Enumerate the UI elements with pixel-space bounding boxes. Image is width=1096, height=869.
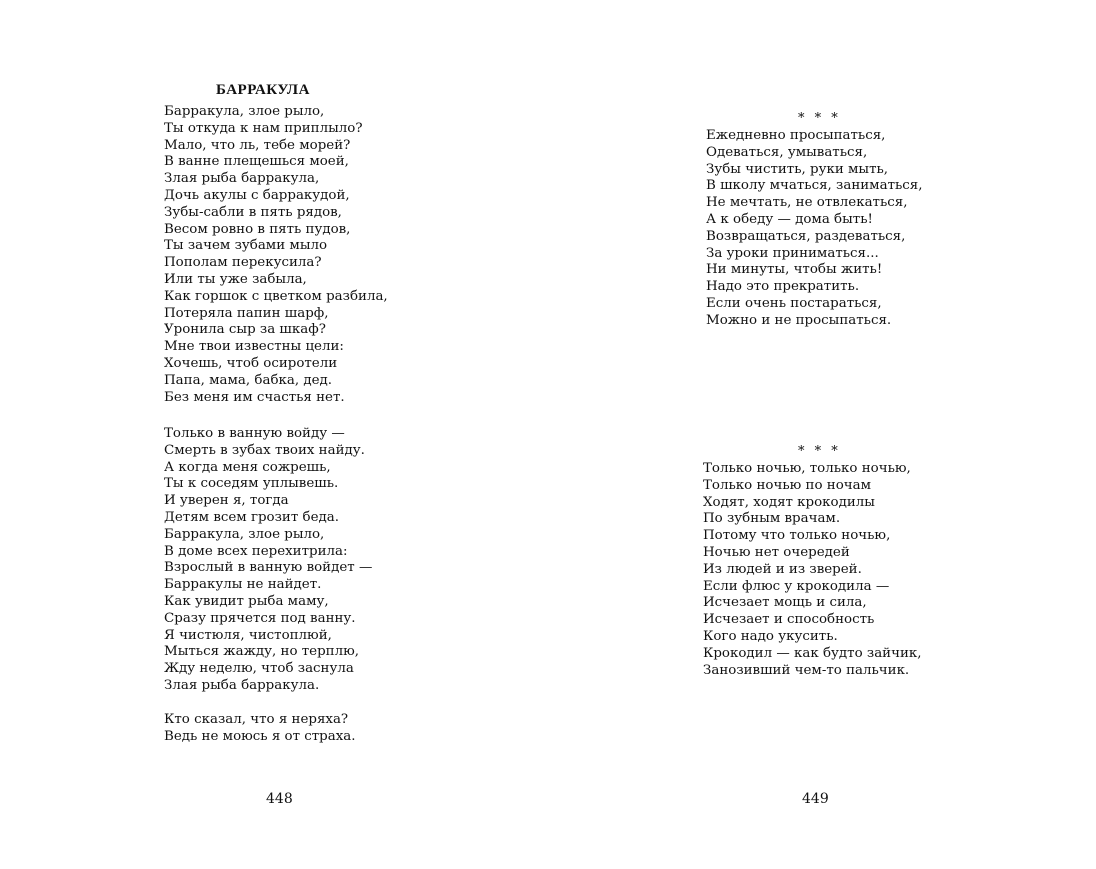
verse-line: Ходят, ходят крокодилы [703, 494, 875, 510]
page-number-right: 449 [802, 791, 829, 807]
verse-line: Надо это прекратить. [706, 279, 860, 295]
verse-line: Кто сказал, что я неряха? [164, 712, 349, 727]
verse-line: Весом ровно в пять пудов, [164, 221, 351, 237]
verse-line: Зубы чистить, руки мыть, [706, 161, 889, 177]
verse-line: Зубы-сабли в пять рядов, [164, 204, 342, 220]
verse-line: Как увидит рыба маму, [164, 593, 329, 609]
verse-line: В доме всех перехитрила: [164, 543, 348, 559]
verse-line: Только ночью, только ночью, [703, 461, 911, 476]
verse-line: Хочешь, чтоб осиротели [164, 355, 338, 371]
verse-line: Пополам перекусила? [164, 255, 322, 271]
poem-1-lines [706, 128, 922, 330]
verse-line: Жду неделю, чтоб заснула [164, 661, 354, 677]
verse-line: Если очень постараться, [706, 295, 882, 311]
verse-line: Дочь акулы с барракудой, [164, 187, 350, 203]
section-separator: * * * [798, 111, 841, 126]
verse-line: Папа, мама, бабка, дед. [164, 372, 333, 388]
poem-title: БАРРАКУЛА [216, 82, 310, 98]
verse-line: Из людей и из зверей. [703, 561, 862, 577]
verse-line: Если флюс у крокодила — [703, 578, 890, 594]
verse-line: Только в ванную войду — [164, 426, 345, 441]
page-number-left: 448 [266, 791, 293, 807]
verse-line: Одеваться, умываться, [706, 144, 868, 160]
verse-line: Ежедневно просыпаться, [706, 128, 886, 143]
verse-line: А когда меня сожрешь, [164, 459, 331, 475]
verse-line: Исчезает мощь и сила, [703, 595, 867, 611]
verse-line: Потому что только ночью, [703, 528, 891, 544]
verse-line: Мне твои известны цели: [164, 339, 344, 355]
stanza-2 [164, 426, 372, 695]
verse-line: В школу мчаться, заниматься, [706, 178, 923, 194]
verse-line: В ванне плещешься моей, [164, 154, 349, 170]
verse-line: Потеряла папин шарф, [164, 305, 329, 321]
verse-line: Возвращаться, раздеваться, [706, 228, 906, 244]
verse-line: Ты зачем зубами мыло [164, 238, 328, 254]
verse-line: Смерть в зубах твоих найду. [164, 442, 365, 458]
verse-line: Ты откуда к нам приплыло? [164, 120, 363, 136]
verse-line: Исчезает и способность [703, 612, 875, 628]
verse-line: Как горшок с цветком разбила, [164, 288, 388, 304]
verse-line: Только ночью по ночам [703, 477, 872, 493]
verse-line: Барракула, злое рыло, [164, 526, 325, 542]
verse-line: За уроки приниматься... [706, 245, 879, 261]
verse-line: Барракула, злое рыло, [164, 104, 325, 119]
verse-line: По зубным врачам. [703, 511, 841, 527]
verse-line: Можно и не просыпаться. [706, 312, 892, 328]
poem-2-lines [703, 461, 922, 679]
verse-line: Детям всем грозит беда. [164, 509, 339, 525]
verse-line: Я чистюля, чистоплюй, [164, 627, 332, 643]
verse-line: Уронила сыр за шкаф? [164, 322, 326, 338]
verse-line: А к обеду — дома быть! [706, 211, 873, 227]
stanza-3 [164, 712, 356, 746]
stanza-1 [164, 104, 388, 406]
verse-line: Ведь не моюсь я от страха. [164, 728, 356, 744]
verse-line: Ты к соседям уплывешь. [164, 476, 339, 492]
verse-line: Крокодил — как будто зайчик, [703, 645, 922, 661]
verse-line: Ночью нет очередей [703, 544, 850, 560]
section-separator: * * * [798, 444, 841, 459]
verse-line: Не мечтать, не отвлекаться, [706, 195, 908, 211]
verse-line: Сразу прячется под ванну. [164, 610, 356, 626]
verse-line: Кого надо укусить. [703, 628, 838, 644]
verse-line: Ни минуты, чтобы жить! [706, 262, 883, 278]
verse-line: Взрослый в ванную войдет — [164, 560, 373, 576]
verse-line: Или ты уже забыла, [164, 271, 307, 287]
verse-line: Без меня им счастья нет. [164, 389, 345, 405]
verse-line: Злая рыба барракула. [164, 677, 320, 693]
verse-line: Злая рыба барракула, [164, 171, 320, 187]
verse-line: Барракулы не найдет. [164, 577, 322, 593]
right-page [548, 0, 1096, 869]
verse-line: Мыться жажду, но терплю, [164, 644, 360, 660]
verse-line: Мало, что ль, тебе морей? [164, 137, 351, 153]
verse-line: Занозивший чем-то пальчик. [703, 662, 910, 678]
verse-line: И уверен я, тогда [164, 493, 289, 509]
